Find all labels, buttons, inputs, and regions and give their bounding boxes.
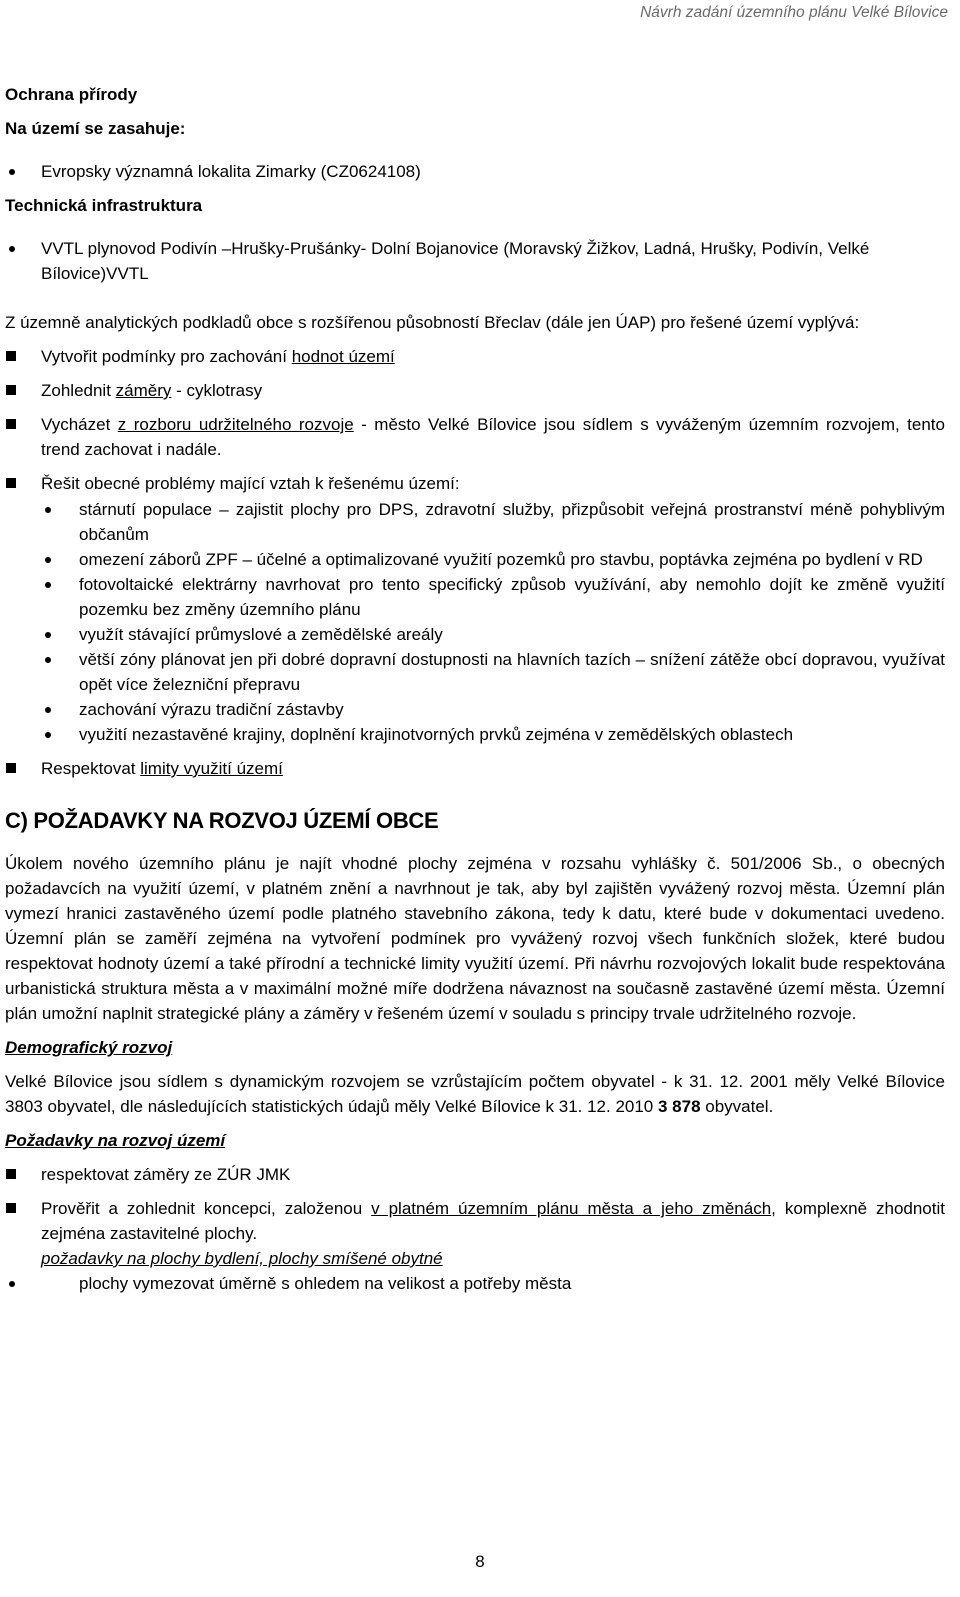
section-c-body: Úkolem nového územního plánu je najít vhodné plochy zejména v rozsahu vyhlášky č. 501/2006 Sb., o obecných požadavcích na využití území, v platném znění a navrhnout je tak, aby byl zajištěn vyvážený rozvoj města. Územní plán vymezí hranici zastavěného území podle platného stavebního zákona, tedy k datu, které bude v dokumentaci uvedeno. Územní plán se zaměří zejména na vytvoření podmínek pro vyvážený rozvoj všech funkčních složek, které budou respektovat hodnoty území a také přírodní a technické limity využití území. Při návrhu rozvojových lokalit bude respektována urbanistická struktura města a v maximální možné míře dodržena návaznost na současně zastavěné území města. Územní plán umožní naplnit strategické plány a záměry v řešeném území v souladu s principy trvale udržitelného rozvoje. — [5, 854, 945, 1023]
demo-body: Velké Bílovice jsou sídlem s dynamickým rozvojem se vzrůstajícím počtem obyvatel - k 31. 12. 2001 měly Velké Bílovice 3803 obyvatel, dle následujících statistických údajů měly Velké Bílovice k 31. 12. 2010 3 878 obyvatel. — [5, 1072, 945, 1116]
list-item: Evropsky významná lokalita Zimarky (CZ0624108) — [41, 162, 421, 181]
sub-list-item: využít stávající průmyslové a zemědělské areály — [79, 625, 443, 644]
section-c-title: C) POŽADAVKY NA ROZVOJ ÚZEMÍ OBCE — [5, 808, 439, 833]
sub-list-item: omezení záborů ZPF – účelné a optimalizované využití pozemků pro stavbu, poptávka zejména po bydlení v RD — [79, 550, 923, 569]
nature-subheading: Na území se zasahuje: — [5, 119, 186, 138]
list-item: Řešit obecné problémy mající vztah k řešenému území: — [41, 474, 460, 493]
list-item: VVTL plynovod Podivín –Hrušky-Prušánky- Dolní Bojanovice (Moravský Žižkov, Ladná, Hrušky, Podivín, Velké Bílovice)VVTL — [41, 239, 870, 283]
link-rozbor: z rozboru udržitelného rozvoje — [117, 415, 354, 434]
nature-heading: Ochrana přírody — [5, 85, 138, 104]
sub-list-item: větší zóny plánovat jen při dobré dopravní dostupnosti na hlavních tazích – snížení zátěže obcí dopravou, využívat opět více železniční přepravu — [79, 650, 945, 694]
list-item: Respektovat limity využití území — [41, 759, 283, 778]
infra-heading: Technická infrastruktura — [5, 196, 203, 215]
uap-intro: Z územně analytických podkladů obce s rozšířenou působností Břeclav (dále jen ÚAP) pro řešené území vyplývá: — [5, 313, 860, 332]
demo-heading: Demografický rozvoj — [5, 1038, 173, 1057]
req-heading: Požadavky na rozvoj území — [5, 1131, 226, 1150]
list-item: plochy vymezovat úměrně s ohledem na velikost a potřeby města — [79, 1274, 572, 1293]
link-zamery: záměry — [115, 381, 172, 400]
list-item: Vycházet z rozboru udržitelného rozvoje - město Velké Bílovice jsou sídlem s vyváženým územním rozvojem, tento trend zachovat i nadále. — [41, 415, 945, 459]
list-item: respektovat záměry ze ZÚR JMK — [41, 1165, 291, 1184]
sub-list-item: využití nezastavěné krajiny, doplnění krajinotvorných prvků zejména v zemědělských oblastech — [79, 725, 794, 744]
req-subheading: požadavky na plochy bydlení, plochy smíšené obytné — [41, 1249, 443, 1268]
list-item: Vytvořit podmínky pro zachování hodnot území — [41, 347, 395, 366]
link-limity: limity využití území — [140, 759, 283, 778]
page-content — [5, 82, 945, 1296]
link-hodnot: hodnot území — [291, 347, 395, 366]
page-header: Návrh zadání územního plánu Velké Bílovice — [640, 4, 948, 21]
list-item: Prověřit a zohlednit koncepci, založenou v platném územním plánu města a jeho změnách, komplexně zhodnotit zejména zastavitelné plochy. — [41, 1199, 945, 1243]
link-platny-up: v platném územním plánu města a jeho změnách — [371, 1199, 772, 1218]
sub-list-item: fotovoltaické elektrárny navrhovat pro tento specifický způsob využívání, aby nemohlo dojít ke změně využití pozemku bez změny územního plánu — [79, 575, 945, 619]
sub-list-item: stárnutí populace – zajistit plochy pro DPS, zdravotní služby, přizpůsobit veřejná prostranství méně pohyblivým občanům — [79, 500, 945, 544]
sub-list-item: zachování výrazu tradiční zástavby — [79, 700, 344, 719]
list-item: Zohlednit záměry - cyklotrasy — [41, 381, 263, 400]
page-number: 8 — [475, 1552, 485, 1571]
